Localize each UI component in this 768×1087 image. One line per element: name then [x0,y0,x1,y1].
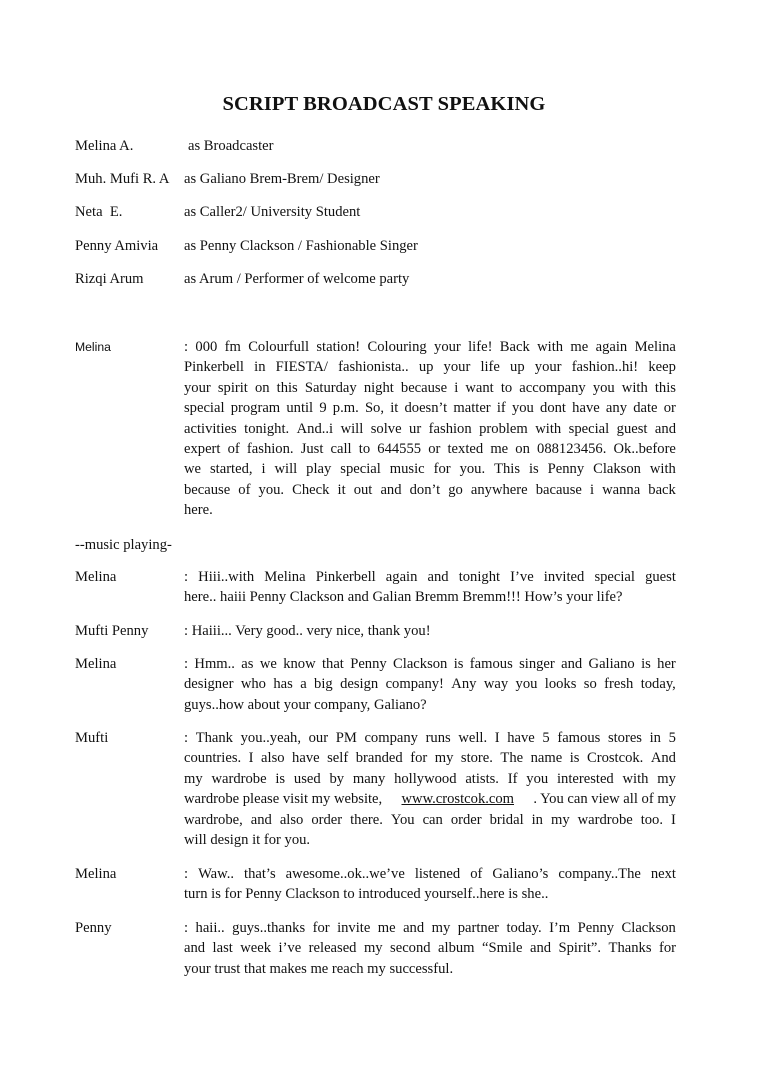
speech-line: turn is for Penny Clackson to introduced yourself..here is she.. [184,886,549,903]
cast-row [75,169,695,189]
cast-name: Penny Amivia [75,238,159,254]
speech-line: we started, i will play special music for you. This is Penny Clakson with [184,461,676,478]
speech-line: my wardrobe is used by many hollywood atists. If you interested with my [184,770,676,787]
speech-line: here. [184,502,213,519]
cast-row [75,136,695,156]
speech-line: your spirit on this Saturday night because i want to accompany you with this [184,379,676,396]
cast-row [75,269,695,289]
cast-role: as Caller2/ University Student [184,204,361,220]
speech-text [184,654,676,715]
speech-line: special program until 9 p.m. So, it doesn’t matter if you dont have any date or [184,400,676,417]
speech-line: : Hmm.. as we know that Penny Clackson is famous singer and Galiano is her [184,656,676,672]
speech-fragment: wardrobe please visit my website, [184,791,383,808]
document-title: SCRIPT BROADCAST SPEAKING [222,93,546,115]
speech-line: here.. haiii Penny Clackson and Galian Bremm Bremm!!! How’s your life? [184,589,623,606]
speech-text [184,337,676,521]
cast-role: as Galiano Brem-Brem/ Designer [184,171,380,187]
cast-name: Muh. Mufi R. A [75,171,170,187]
speech-line [184,789,676,809]
speech-line: designer who has a big design company! Any way you looks so fresh today, [184,676,676,693]
website-link[interactable]: www.crostcok.com [401,791,515,808]
cast-name: Neta E. [75,204,123,220]
speech-line: your trust that makes me reach my successful. [184,960,454,977]
speech-line: : 000 fm Colourfull station! Colouring your life! Back with me again Melina [184,339,676,355]
cast-role: as Arum / Performer of welcome party [184,271,410,287]
speech-line: : haii.. guys..thanks for invite me and my partner today. I’m Penny Clackson [184,920,676,936]
speech-line: wardrobe, and also order there. You can order bridal in my wardrobe too. I [184,811,676,828]
speech-line: Pinkerbell in FIESTA/ fashionista.. up your life up your fashion..hi! keep [184,359,676,376]
cast-name: Melina A. [75,138,134,154]
speaker-name: Mufti Penny [75,623,149,639]
speech-text [184,864,676,905]
speech-line: : Hiii..with Melina Pinkerbell again and tonight I’ve invited special guest [184,569,676,585]
cast-row [75,236,695,256]
speech-text [184,621,676,641]
speech-text [184,728,676,850]
speaker-name: Melina [75,866,117,882]
cast-role: as Broadcaster [188,138,274,154]
cast-name: Rizqi Arum [75,271,144,287]
speech-line: countries. I also have self branded for my store. The name is Crostcok. And [184,750,676,767]
speech-line: expert of fashion. Just call to 644555 or texted me on 088123456. Ok..before [184,440,676,457]
speech-line: : Haiii... Very good.. very nice, thank you! [184,623,431,639]
speech-line: and last week i’ve released my second album “Smile and Spirit”. Thanks for [184,940,676,957]
speech-text [184,567,676,608]
stage-direction: --music playing- [75,537,172,553]
speaker-name: Penny [75,920,112,936]
speech-line: : Waw.. that’s awesome..ok..we’ve listened of Galiano’s company..The next [184,866,676,882]
speech-line: because of you. Check it out and don’t go anywhere bacause i wanna back [184,481,676,498]
speaker-name: Mufti [75,730,109,746]
speech-line: activities tonight. And..i will solve ur fashion problem with special guest and [184,420,676,437]
speech-fragment: . You can view all of my [533,791,676,808]
speech-line: will design it for you. [184,831,311,848]
speaker-name: Melina [75,656,117,672]
speech-line: guys..how about your company, Galiano? [184,696,427,713]
speaker-name: Melina [75,569,117,585]
speech-text [184,918,676,979]
cast-role: as Penny Clackson / Fashionable Singer [184,238,418,254]
speaker-name: Melina [75,340,111,354]
cast-row [75,202,695,222]
speech-line: : Thank you..yeah, our PM company runs well. I have 5 famous stores in 5 [184,730,676,746]
